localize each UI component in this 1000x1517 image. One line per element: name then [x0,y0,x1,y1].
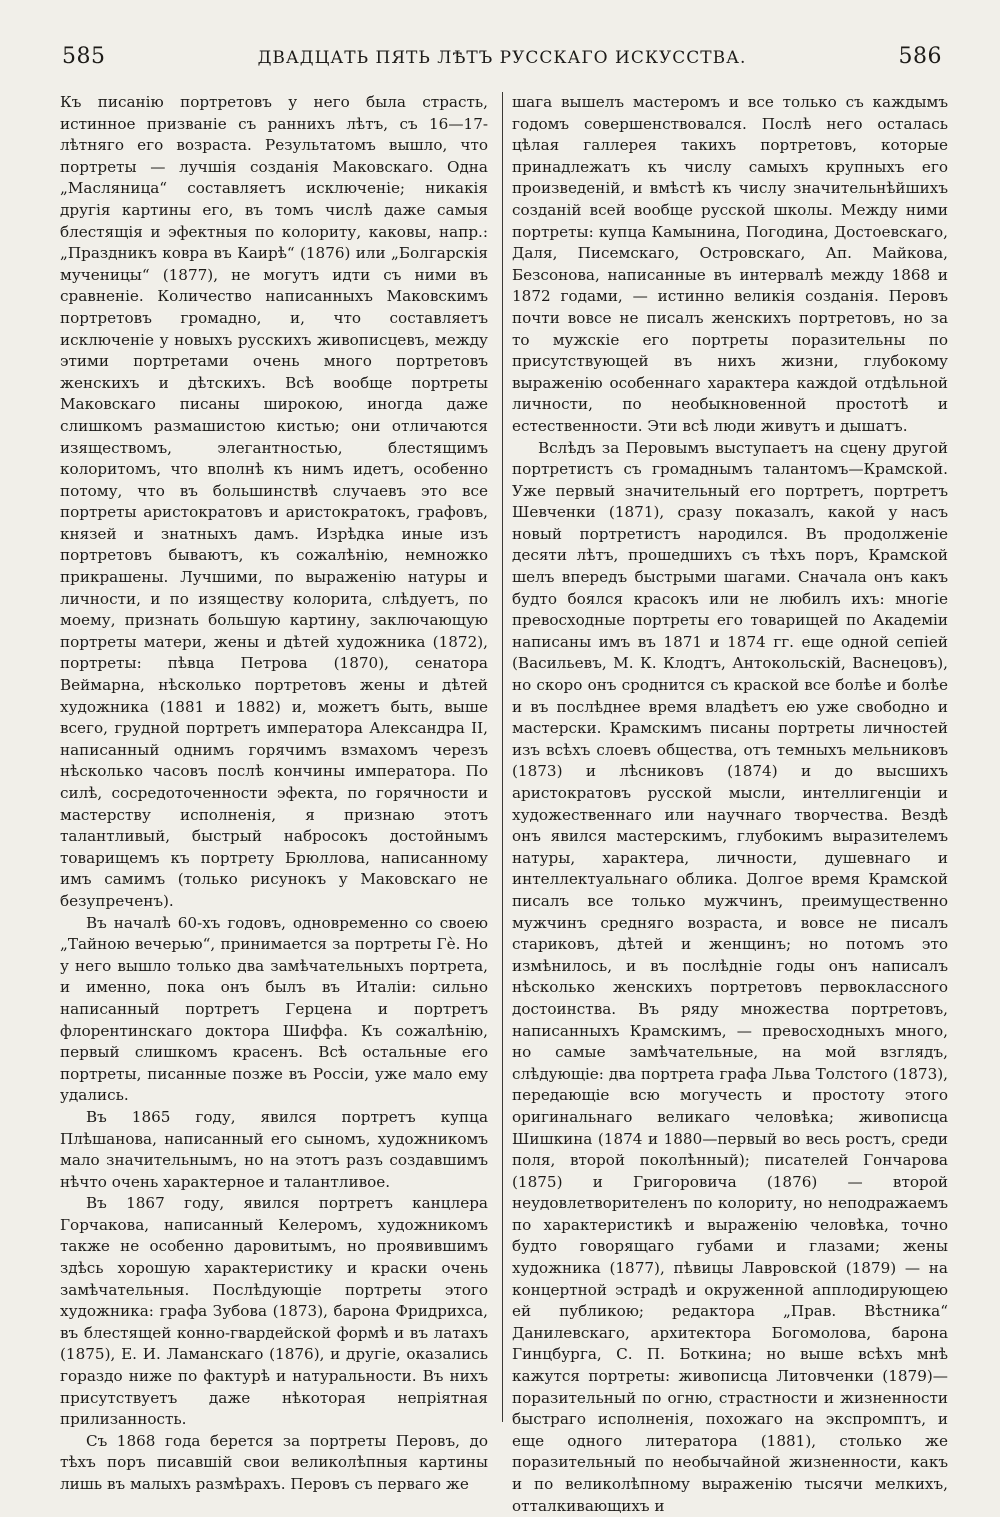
left-paragraph-3: Въ 1865 году, явился портретъ купца Плѣшанова, написанный его сыномъ, художникомъ мало значительнымъ, но на этотъ разъ создавшимъ нѣчто очень характерное и талантливое. [60,1107,488,1193]
running-title: ДВАДЦАТЬ ПЯТЬ ЛѢТЪ РУССКАГО ИСКУССТВА. [62,48,942,68]
right-paragraph-1: шага вышелъ мастеромъ и все только съ каждымъ годомъ совершенствовался. Послѣ него осталась цѣлая галлерея такихъ портретовъ, которые принадлежатъ къ числу самыхъ крупныхъ его произведеній, и вмѣстѣ къ числу значительнѣйшихъ созданій всей вообще русской школы. Между ними портреты: купца Камынина, Погодина, Достоевскаго, Даля, Писемскаго, Островскаго, Ап. Майкова, Безсонова, написанные въ интервалѣ между 1868 и 1872 годами, — истинно великія созданія. Перовъ почти вовсе не писалъ женскихъ портретовъ, но за то мужскіе его портреты поразительны по присутствующей въ нихъ жизни, глубокому выраженію особеннаго характера каждой отдѣльной личности, по необыкновенной простотѣ и естественности. Эти всѣ люди живутъ и дышатъ. [512,92,948,438]
left-paragraph-5: Съ 1868 года берется за портреты Перовъ, до тѣхъ поръ писавшій свои великолѣпныя картины лишь въ малыхъ размѣрахъ. Перовъ съ перваго же [60,1431,488,1496]
page-number-right: 586 [899,44,943,69]
left-column [60,92,488,1422]
left-paragraph-1: Къ писанію портретовъ у него была страсть, истинное призваніе съ раннихъ лѣтъ, съ 16—17-лѣтняго его возраста. Результатомъ вышло, что портреты — лучшія созданія Маковскаго. Одна „Масляница“ составляетъ исключеніе; никакія другія картины его, въ томъ числѣ даже самыя блестящія и эфектныя по колориту, каковы, напр.: „Праздникъ ковра въ Каирѣ“ (1876) или „Болгарскія мученицы“ (1877), не могутъ идти съ ними въ сравненіе. Количество написанныхъ Маковскимъ портретовъ громадно, и, что составляетъ исключеніе у новыхъ русскихъ живописцевъ, между этими портретами очень много портретовъ женскихъ и дѣтскихъ. Всѣ вообще портреты Маковскаго писаны широкою, иногда даже слишкомъ размашистою кистью; они отличаются изяществомъ, элегантностью, блестящимъ колоритомъ, что вполнѣ къ нимъ идетъ, особенно потому, что въ большинствѣ случаевъ это все портреты аристократовъ и аристократокъ, графовъ, князей и знатныхъ дамъ. Изрѣдка иные изъ портретовъ бываютъ, къ сожалѣнію, немножко прикрашены. Лучшими, по выраженію натуры и личности, и по изяществу колорита, слѣдуетъ, по моему, признать большую картину, заключающую портреты матери, жены и дѣтей художника (1872), портреты: пѣвца Петрова (1870), сенатора Веймарна, нѣсколько портретовъ жены и дѣтей художника (1881 и 1882) и, можетъ быть, выше всего, грудной портретъ императора Александра II, написанный однимъ горячимъ взмахомъ черезъ нѣсколько часовъ послѣ кончины императора. По силѣ, сосредоточенности эфекта, по горячности и мастерству исполненія, я признаю этотъ талантливый, быстрый набросокъ достойнымъ товарищемъ къ портрету Брюллова, написанному имъ самимъ (только рисунокъ у Маковскаго не безупреченъ). [60,92,488,913]
text-columns [60,92,948,1422]
left-paragraph-2: Въ началѣ 60-хъ годовъ, одновременно со своею „Тайною вечерью“, принимается за портреты Гѐ. Но у него вышло только два замѣчательныхъ портрета, и именно, пока онъ былъ въ Италіи: сильно написанный портретъ Герцена и портретъ флорентинскаго доктора Шиффа. Къ сожалѣнію, первый слишкомъ красенъ. Всѣ остальные его портреты, писанные позже въ Россіи, уже мало ему удались. [60,913,488,1107]
right-column [512,92,948,1422]
running-header [62,40,942,80]
column-divider [502,92,503,1422]
right-paragraph-2: Вслѣдъ за Перовымъ выступаетъ на сцену другой портретистъ съ громаднымъ талантомъ—Крамской. Уже первый значительный его портретъ, портретъ Шевченки (1871), сразу показалъ, какой у насъ новый портретистъ народился. Въ продолженіе десяти лѣтъ, прошедшихъ съ тѣхъ поръ, Крамской шелъ впередъ быстрыми шагами. Сначала онъ какъ будто боялся красокъ или не любилъ ихъ: многіе превосходные портреты его товарищей по Академіи написаны имъ въ 1871 и 1874 гг. еще одной сепіей (Васильевъ, М. К. Клодтъ, Антокольскій, Васнецовъ), но скоро онъ сроднится съ краской все болѣе и болѣе и въ послѣднее время владѣетъ ею уже свободно и мастерски. Крамскимъ писаны портреты личностей изъ всѣхъ слоевъ общества, отъ темныхъ мельниковъ (1873) и лѣсниковъ (1874) и до высшихъ аристократовъ русской мысли, интеллигенціи и художественнаго или научнаго творчества. Вездѣ онъ явился мастерскимъ, глубокимъ выразителемъ натуры, характера, личности, душевнаго и интеллектуальнаго облика. Долгое время Крамской писалъ все только мужчинъ, преимущественно мужчинъ средняго возраста, и вовсе не писалъ стариковъ, дѣтей и женщинъ; но потомъ это измѣнилось, и въ послѣдніе годы онъ написалъ нѣсколько женскихъ портретовъ первоклассного достоинства. Въ ряду множества портретовъ, написанныхъ Крамскимъ, — превосходныхъ много, но самые замѣчательные, на мой взглядъ, слѣдующіе: два портрета графа Льва Толстого (1873), передающіе всю могучесть и простоту этого оригинальнаго великаго человѣка; живописца Шишкина (1874 и 1880—первый во весь ростъ, среди поля, второй поколѣнный); писателей Гончарова (1875) и Григоровича (1876) — второй неудовлетворителенъ по колориту, но неподражаемъ по характеристикѣ и выраженію человѣка, точно будто говорящаго губами и глазами; жены художника (1877), пѣвицы Лавровской (1879) — на концертной эстрадѣ и окруженной апплодирующею ей публикою; редактора „Прав. Вѣстника“ Данилевскаго, архитектора Богомолова, барона Гинцбурга, С. П. Боткина; но выше всѣхъ мнѣ кажутся портреты: живописца Литовченки (1879)—поразительный по огню, страстности и жизненности быстраго исполненія, похожаго на экспромптъ, и еще одного литератора (1881), столько же поразительный по необычайной жизненности, какъ и по великолѣпному выраженію тысячи мелкихъ, отталкивающихъ и [512,438,948,1517]
left-paragraph-4: Въ 1867 году, явился портретъ канцлера Горчакова, написанный Келеромъ, художникомъ также не особенно даровитымъ, но проявившимъ здѣсь хорошую характеристику и краски очень замѣчательныя. Послѣдующіе портреты этого художника: графа Зубова (1873), барона Фридрихса, въ блестящей конно-гвардейской формѣ и въ латахъ (1875), Е. И. Ламанскаго (1876), и другіе, оказались гораздо ниже по фактурѣ и натуральности. Въ нихъ присутствуетъ даже нѣкоторая непріятная прилизанность. [60,1193,488,1431]
page-number-left: 585 [62,44,106,69]
